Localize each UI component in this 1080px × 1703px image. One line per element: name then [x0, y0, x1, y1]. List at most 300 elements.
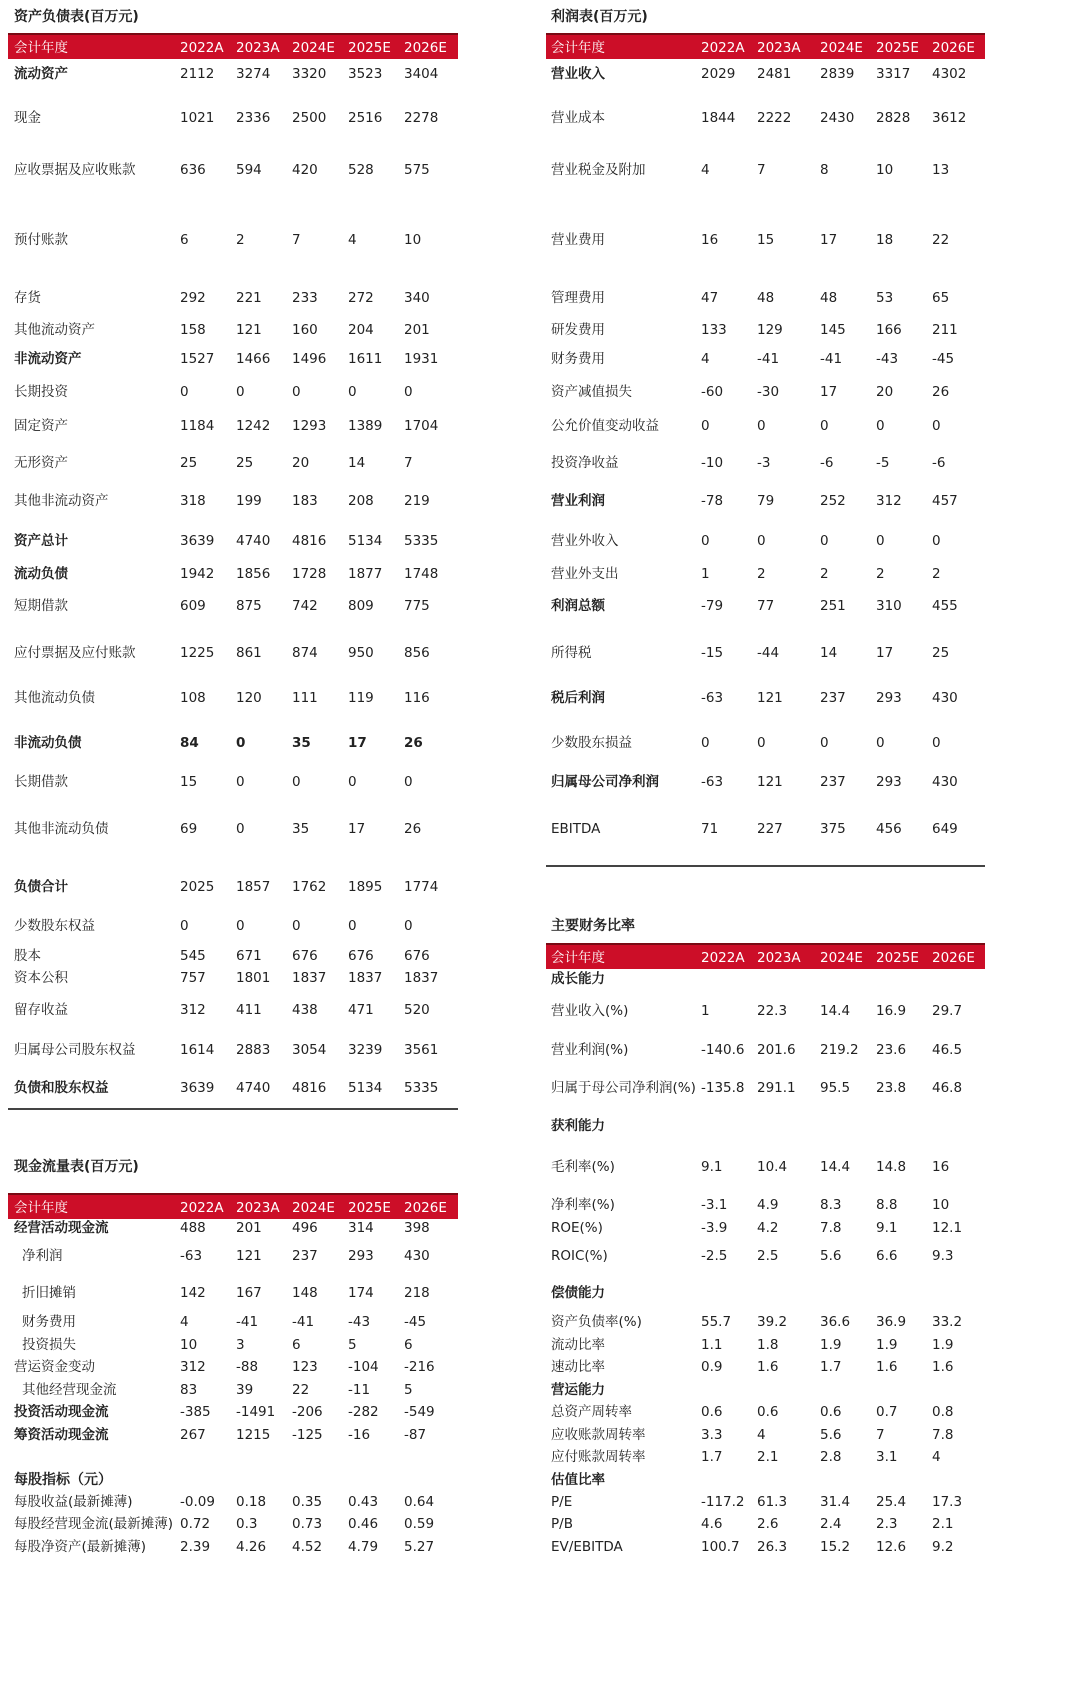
ratios-row-value: 1.7 [701, 1449, 723, 1465]
balance-row-value: 35 [292, 735, 311, 751]
ratios-row-label: EV/EBITDA [551, 1539, 623, 1555]
income-row-value: 457 [932, 493, 958, 509]
income-row-label: 少数股东损益 [551, 735, 632, 751]
balance-row-value: 17 [348, 735, 367, 751]
balance-row-value: 875 [236, 598, 262, 614]
balance-row-value: 0 [236, 918, 245, 934]
balance-row-value: 3320 [292, 66, 327, 82]
cashflow-row-value: -125 [292, 1427, 323, 1443]
cashflow-row-value: 488 [180, 1220, 206, 1236]
income-header-year: 2024E [820, 40, 863, 56]
balance-row-value: 119 [348, 690, 374, 706]
ratios-header-year: 2024E [820, 950, 863, 966]
cashflow-row-value: 10 [180, 1337, 198, 1353]
balance-row-value: 950 [348, 645, 374, 661]
income-row-value: 252 [820, 493, 846, 509]
balance-row-value: 233 [292, 290, 318, 306]
income-row-value: -15 [701, 645, 724, 661]
balance-row-label: 其他非流动资产 [14, 493, 109, 509]
income-row-value: 2 [932, 566, 941, 582]
cashflow-row-value: 496 [292, 1220, 318, 1236]
income-row-value: 166 [876, 322, 902, 338]
pershare-row-value: 0.59 [404, 1516, 435, 1532]
pershare-row-value: -0.09 [180, 1494, 215, 1510]
balance-row-value: 1728 [292, 566, 327, 582]
balance-row-value: 1877 [348, 566, 383, 582]
balance-row-label: 应付票据及应付账款 [14, 645, 136, 661]
pershare-row-value: 4.52 [292, 1539, 323, 1555]
balance-row-value: 1611 [348, 351, 383, 367]
income-row-value: 1 [701, 566, 710, 582]
income-row-label: 利润总额 [551, 598, 605, 614]
cashflow-row-value: 39 [236, 1382, 254, 1398]
ratios-row-value: 16 [932, 1159, 950, 1175]
ratios-row-value: 0.6 [701, 1404, 723, 1420]
balance-row-value: 4 [348, 232, 357, 248]
income-row-value: 17 [820, 384, 838, 400]
cashflow-row-label: 财务费用 [22, 1314, 76, 1330]
income-row-value: 145 [820, 322, 846, 338]
ratios-row-value: 219.2 [820, 1042, 859, 1058]
cashflow-row-value: -16 [348, 1427, 371, 1443]
ratios-row-value: 95.5 [820, 1080, 851, 1096]
income-header-label: 会计年度 [551, 40, 605, 56]
balance-row-value: 0 [404, 384, 413, 400]
cashflow-row-value: -43 [348, 1314, 371, 1330]
balance-row-value: 35 [292, 821, 310, 837]
pershare-row-label: 每股收益(最新摊薄) [14, 1494, 133, 1510]
income-row-value: 133 [701, 322, 727, 338]
ratios-row-label: 营业利润(%) [551, 1042, 629, 1058]
balance-row-label: 负债合计 [14, 879, 68, 895]
income-row-label: 营业外收入 [551, 533, 619, 549]
income-row-value: 0 [932, 418, 941, 434]
cashflow-row-label: 筹资活动现金流 [14, 1427, 109, 1443]
balance-row-value: 201 [404, 322, 430, 338]
income-row-value: 121 [757, 690, 783, 706]
cashflow-row-value: 293 [348, 1248, 374, 1264]
income-row-value: 25 [932, 645, 950, 661]
ratios-row-value: 2.6 [757, 1516, 779, 1532]
cashflow-row-value: 142 [180, 1285, 206, 1301]
balance-row-value: 2883 [236, 1042, 271, 1058]
income-row-label: 营业外支出 [551, 566, 619, 582]
balance-row-label: 负债和股东权益 [14, 1080, 109, 1096]
balance-row-value: 1931 [404, 351, 439, 367]
income-row-value: 121 [757, 774, 783, 790]
balance-row-value: 671 [236, 948, 262, 964]
balance-row-value: 5335 [404, 1080, 439, 1096]
balance-row-value: 0 [236, 774, 245, 790]
income-row-value: 0 [932, 533, 941, 549]
ratios-row-label: 营业收入(%) [551, 1003, 629, 1019]
balance-row-value: 1242 [236, 418, 271, 434]
pershare-row-value: 0.64 [404, 1494, 435, 1510]
ratios-row-value: 1.6 [932, 1359, 954, 1375]
ratios-row-label: 偿债能力 [551, 1285, 605, 1301]
income-row-value: 430 [932, 774, 958, 790]
income-row-value: -63 [701, 774, 724, 790]
balance-row-value: 25 [236, 455, 254, 471]
ratios-row-value: 2.1 [932, 1516, 954, 1532]
cashflow-row-value: 6 [404, 1337, 413, 1353]
cashflow-header-year: 2025E [348, 1200, 391, 1216]
ratios-row-value: 4 [757, 1427, 766, 1443]
ratios-row-value: 0.9 [701, 1359, 723, 1375]
balance-row-value: 520 [404, 1002, 430, 1018]
income-row-value: 13 [932, 162, 950, 178]
balance-header-label: 会计年度 [14, 40, 68, 56]
balance-row-value: 292 [180, 290, 206, 306]
income-row-value: 0 [876, 533, 885, 549]
ratios-row-value: 4.2 [757, 1220, 779, 1236]
income-row-value: 53 [876, 290, 894, 306]
income-row-value: 649 [932, 821, 958, 837]
balance-row-value: 411 [236, 1002, 262, 1018]
ratios-row-label: 归属于母公司净利润(%) [551, 1080, 696, 1096]
ratios-row-value: 36.6 [820, 1314, 851, 1330]
income-row-value: 2 [876, 566, 885, 582]
balance-row-value: 1184 [180, 418, 215, 434]
ratios-row-label: 毛利率(%) [551, 1159, 615, 1175]
balance-row-value: 15 [180, 774, 198, 790]
pershare-row-value: 0.46 [348, 1516, 379, 1532]
pershare-row-value: 5.27 [404, 1539, 435, 1555]
income-row-value: 0 [820, 418, 829, 434]
ratios-row-value: -117.2 [701, 1494, 745, 1510]
cashflow-row-value: 83 [180, 1382, 198, 1398]
cashflow-row-value: 201 [236, 1220, 262, 1236]
income-row-value: -78 [701, 493, 724, 509]
ratios-row-label: 获利能力 [551, 1118, 605, 1134]
balance-row-label: 资本公积 [14, 970, 68, 986]
ratios-row-value: 8.3 [820, 1197, 842, 1213]
pershare-row-value: 2.39 [180, 1539, 211, 1555]
income-row-value: 310 [876, 598, 902, 614]
income-row-value: 237 [820, 774, 846, 790]
balance-row-value: 2025 [180, 879, 215, 895]
balance-row-value: 158 [180, 322, 206, 338]
ratios-row-value: 25.4 [876, 1494, 907, 1510]
ratios-row-value: 8.8 [876, 1197, 898, 1213]
ratios-row-value: 15.2 [820, 1539, 851, 1555]
balance-sheet-title: 资产负债表(百万元) [14, 9, 139, 25]
ratios-row-value: 9.1 [876, 1220, 898, 1236]
ratios-title: 主要财务比率 [551, 918, 635, 934]
income-row-value: -30 [757, 384, 780, 400]
cashflow-row-value: -549 [404, 1404, 435, 1420]
balance-row-label: 其他流动负债 [14, 690, 95, 706]
balance-row-value: 272 [348, 290, 374, 306]
balance-row-value: 0 [348, 384, 357, 400]
cashflow-row-value: 237 [292, 1248, 318, 1264]
balance-row-value: 420 [292, 162, 318, 178]
ratios-row-value: 22.3 [757, 1003, 788, 1019]
income-row-label: EBITDA [551, 821, 601, 837]
balance-row-label: 应收票据及应收账款 [14, 162, 136, 178]
ratios-header-year: 2022A [701, 950, 745, 966]
ratios-row-value: 10 [932, 1197, 950, 1213]
balance-row-value: 3239 [348, 1042, 383, 1058]
income-row-label: 研发费用 [551, 322, 605, 338]
income-row-value: 129 [757, 322, 783, 338]
ratios-row-value: 2.3 [876, 1516, 898, 1532]
income-row-value: 16 [701, 232, 719, 248]
balance-row-value: 1774 [404, 879, 439, 895]
income-row-value: 71 [701, 821, 719, 837]
pershare-row-label: 每股净资产(最新摊薄) [14, 1539, 147, 1555]
ratios-row-value: 7.8 [932, 1427, 954, 1443]
income-row-value: 48 [757, 290, 775, 306]
income-row-value: 430 [932, 690, 958, 706]
income-row-label: 财务费用 [551, 351, 605, 367]
balance-row-value: 1614 [180, 1042, 215, 1058]
ratios-row-value: 36.9 [876, 1314, 907, 1330]
pershare-row-value: 0.73 [292, 1516, 323, 1532]
ratios-header-year: 2025E [876, 950, 919, 966]
income-row-value: 22 [932, 232, 950, 248]
balance-row-value: 4740 [236, 1080, 271, 1096]
cashflow-row-value: -11 [348, 1382, 371, 1398]
balance-row-value: 5134 [348, 1080, 383, 1096]
ratios-row-value: 17.3 [932, 1494, 963, 1510]
income-row-label: 税后利润 [551, 690, 605, 706]
ratios-row-value: 5.6 [820, 1248, 842, 1264]
balance-row-value: 775 [404, 598, 430, 614]
cashflow-header-year: 2026E [404, 1200, 447, 1216]
balance-row-label: 其他流动资产 [14, 322, 95, 338]
balance-row-value: 17 [348, 821, 366, 837]
ratios-row-value: -3.9 [701, 1220, 728, 1236]
balance-row-value: 111 [292, 690, 318, 706]
ratios-row-label: ROIC(%) [551, 1248, 608, 1264]
income-row-value: 293 [876, 774, 902, 790]
balance-row-value: 545 [180, 948, 206, 964]
balance-row-value: 1748 [404, 566, 439, 582]
income-row-value: 2828 [876, 110, 911, 126]
income-row-value: 0 [701, 418, 710, 434]
income-row-value: -5 [876, 455, 890, 471]
income-row-value: 375 [820, 821, 846, 837]
income-row-label: 营业利润 [551, 493, 605, 509]
balance-row-value: 0 [236, 735, 246, 751]
cashflow-row-label: 投资损失 [22, 1337, 76, 1353]
cashflow-row-value: -216 [404, 1359, 435, 1375]
ratios-row-label: P/E [551, 1494, 573, 1510]
income-row-value: -43 [876, 351, 899, 367]
balance-row-value: 676 [292, 948, 318, 964]
pershare-row-value: 0.3 [236, 1516, 258, 1532]
ratios-row-value: 16.9 [876, 1003, 907, 1019]
ratios-row-value: 2.1 [757, 1449, 779, 1465]
income-row-value: 2430 [820, 110, 855, 126]
ratios-row-label: ROE(%) [551, 1220, 603, 1236]
pershare-row-label: 每股经营现金流(最新摊薄) [14, 1516, 174, 1532]
income-row-value: 251 [820, 598, 846, 614]
cashflow-row-label: 其他经营现金流 [22, 1382, 117, 1398]
ratios-row-value: 31.4 [820, 1494, 851, 1510]
ratios-row-value: 10.4 [757, 1159, 788, 1175]
income-row-value: 0 [701, 533, 710, 549]
income-row-value: 4 [701, 162, 710, 178]
balance-row-value: 14 [348, 455, 366, 471]
balance-row-value: 636 [180, 162, 206, 178]
ratios-row-value: 46.5 [932, 1042, 963, 1058]
balance-row-value: 0 [180, 384, 189, 400]
balance-row-value: 1837 [404, 970, 439, 986]
ratios-row-value: 14.4 [820, 1003, 851, 1019]
balance-row-value: 312 [180, 1002, 206, 1018]
balance-row-value: 856 [404, 645, 430, 661]
ratios-row-value: 9.2 [932, 1539, 954, 1555]
pershare-row-value: 4.79 [348, 1539, 379, 1555]
ratios-row-value: 23.6 [876, 1042, 907, 1058]
cashflow-header-year: 2023A [236, 1200, 280, 1216]
income-row-value: -41 [757, 351, 780, 367]
balance-row-value: 1225 [180, 645, 215, 661]
balance-row-value: 4816 [292, 1080, 327, 1096]
cashflow-row-value: -41 [292, 1314, 315, 1330]
balance-row-value: 0 [292, 384, 301, 400]
income-row-value: 10 [876, 162, 894, 178]
cashflow-header-year: 2024E [292, 1200, 335, 1216]
ratios-row-value: 1.9 [932, 1337, 954, 1353]
ratios-row-value: 7.8 [820, 1220, 842, 1236]
pershare-row-value: 0.18 [236, 1494, 267, 1510]
balance-row-value: 69 [180, 821, 198, 837]
ratios-row-value: 0.6 [820, 1404, 842, 1420]
ratios-row-value: 3.3 [701, 1427, 723, 1443]
balance-row-value: 25 [180, 455, 198, 471]
ratios-row-value: 6.6 [876, 1248, 898, 1264]
income-row-value: 7 [757, 162, 766, 178]
cashflow-row-value: 1215 [236, 1427, 271, 1443]
balance-row-value: 1857 [236, 879, 271, 895]
balance-row-value: 742 [292, 598, 318, 614]
balance-row-label: 无形资产 [14, 455, 68, 471]
balance-row-value: 3404 [404, 66, 439, 82]
ratios-row-label: 速动比率 [551, 1359, 605, 1375]
balance-row-value: 26 [404, 821, 422, 837]
balance-row-value: 609 [180, 598, 206, 614]
ratios-row-value: 3.1 [876, 1449, 898, 1465]
balance-row-label: 短期借款 [14, 598, 68, 614]
ratios-row-value: 0.6 [757, 1404, 779, 1420]
ratios-row-value: 291.1 [757, 1080, 796, 1096]
income-row-label: 营业费用 [551, 232, 605, 248]
balance-row-value: 2 [236, 232, 245, 248]
balance-row-value: 116 [404, 690, 430, 706]
ratios-row-value: 1.6 [876, 1359, 898, 1375]
balance-row-value: 2516 [348, 110, 383, 126]
balance-row-value: 4816 [292, 533, 327, 549]
balance-row-value: 26 [404, 735, 423, 751]
cashflow-row-value: 312 [180, 1359, 206, 1375]
balance-row-value: 0 [404, 918, 413, 934]
pershare-row-value: 4.26 [236, 1539, 267, 1555]
cashflow-row-label: 投资活动现金流 [14, 1404, 109, 1420]
ratios-row-value: 33.2 [932, 1314, 963, 1330]
balance-row-label: 流动资产 [14, 66, 68, 82]
balance-row-label: 非流动资产 [14, 351, 82, 367]
ratios-row-value: 2.4 [820, 1516, 842, 1532]
cashflow-row-value: -282 [348, 1404, 379, 1420]
balance-row-value: 6 [180, 232, 189, 248]
balance-row-value: 1527 [180, 351, 215, 367]
income-row-value: 0 [820, 735, 829, 751]
balance-row-value: 160 [292, 322, 318, 338]
cashflow-row-label: 净利润 [22, 1248, 63, 1264]
balance-row-value: 438 [292, 1002, 318, 1018]
income-row-value: 0 [757, 418, 766, 434]
balance-row-value: 0 [292, 774, 301, 790]
income-row-value: 77 [757, 598, 775, 614]
cashflow-row-value: -45 [404, 1314, 427, 1330]
cashflow-row-value: 430 [404, 1248, 430, 1264]
income-row-value: -63 [701, 690, 724, 706]
ratios-row-value: 100.7 [701, 1539, 740, 1555]
ratios-row-value: 12.6 [876, 1539, 907, 1555]
balance-header-year: 2022A [180, 40, 224, 56]
balance-row-label: 预付账款 [14, 232, 68, 248]
pershare-title: 每股指标（元） [14, 1472, 112, 1488]
cashflow-row-value: 174 [348, 1285, 374, 1301]
balance-row-value: 861 [236, 645, 262, 661]
ratios-row-value: 12.1 [932, 1220, 963, 1236]
balance-row-value: 20 [292, 455, 310, 471]
income-row-value: 17 [876, 645, 894, 661]
income-row-value: -6 [820, 455, 834, 471]
income-row-label: 所得税 [551, 645, 592, 661]
income-row-value: 15 [757, 232, 775, 248]
cashflow-row-value: 148 [292, 1285, 318, 1301]
balance-row-label: 非流动负债 [14, 735, 82, 751]
ratios-row-value: 9.1 [701, 1159, 723, 1175]
balance-row-value: 0 [236, 384, 245, 400]
balance-row-value: 2112 [180, 66, 215, 82]
balance-row-value: 219 [404, 493, 430, 509]
income-row-label: 营业成本 [551, 110, 605, 126]
balance-row-value: 2278 [404, 110, 439, 126]
ratios-row-value: 1.6 [757, 1359, 779, 1375]
income-row-value: 65 [932, 290, 950, 306]
balance-row-value: 575 [404, 162, 430, 178]
income-row-label: 营业税金及附加 [551, 162, 646, 178]
ratios-row-value: 46.8 [932, 1080, 963, 1096]
balance-row-label: 留存收益 [14, 1002, 68, 1018]
balance-row-value: 757 [180, 970, 206, 986]
balance-row-value: 3054 [292, 1042, 327, 1058]
balance-row-value: 318 [180, 493, 206, 509]
income-row-value: 2481 [757, 66, 792, 82]
ratios-row-value: 2.8 [820, 1449, 842, 1465]
income-row-value: 211 [932, 322, 958, 338]
cashflow-title: 现金流量表(百万元) [14, 1159, 139, 1175]
balance-row-value: 199 [236, 493, 262, 509]
ratios-row-value: 23.8 [876, 1080, 907, 1096]
cashflow-header-year: 2022A [180, 1200, 224, 1216]
ratios-row-value: -2.5 [701, 1248, 728, 1264]
income-row-value: 18 [876, 232, 894, 248]
cashflow-row-label: 经营活动现金流 [14, 1220, 109, 1236]
cashflow-row-value: 267 [180, 1427, 206, 1443]
income-row-value: 0 [701, 735, 710, 751]
balance-row-value: 84 [180, 735, 199, 751]
balance-row-label: 资产总计 [14, 533, 68, 549]
cashflow-header-label: 会计年度 [14, 1200, 68, 1216]
balance-row-value: 5335 [404, 533, 439, 549]
balance-row-value: 0 [348, 918, 357, 934]
